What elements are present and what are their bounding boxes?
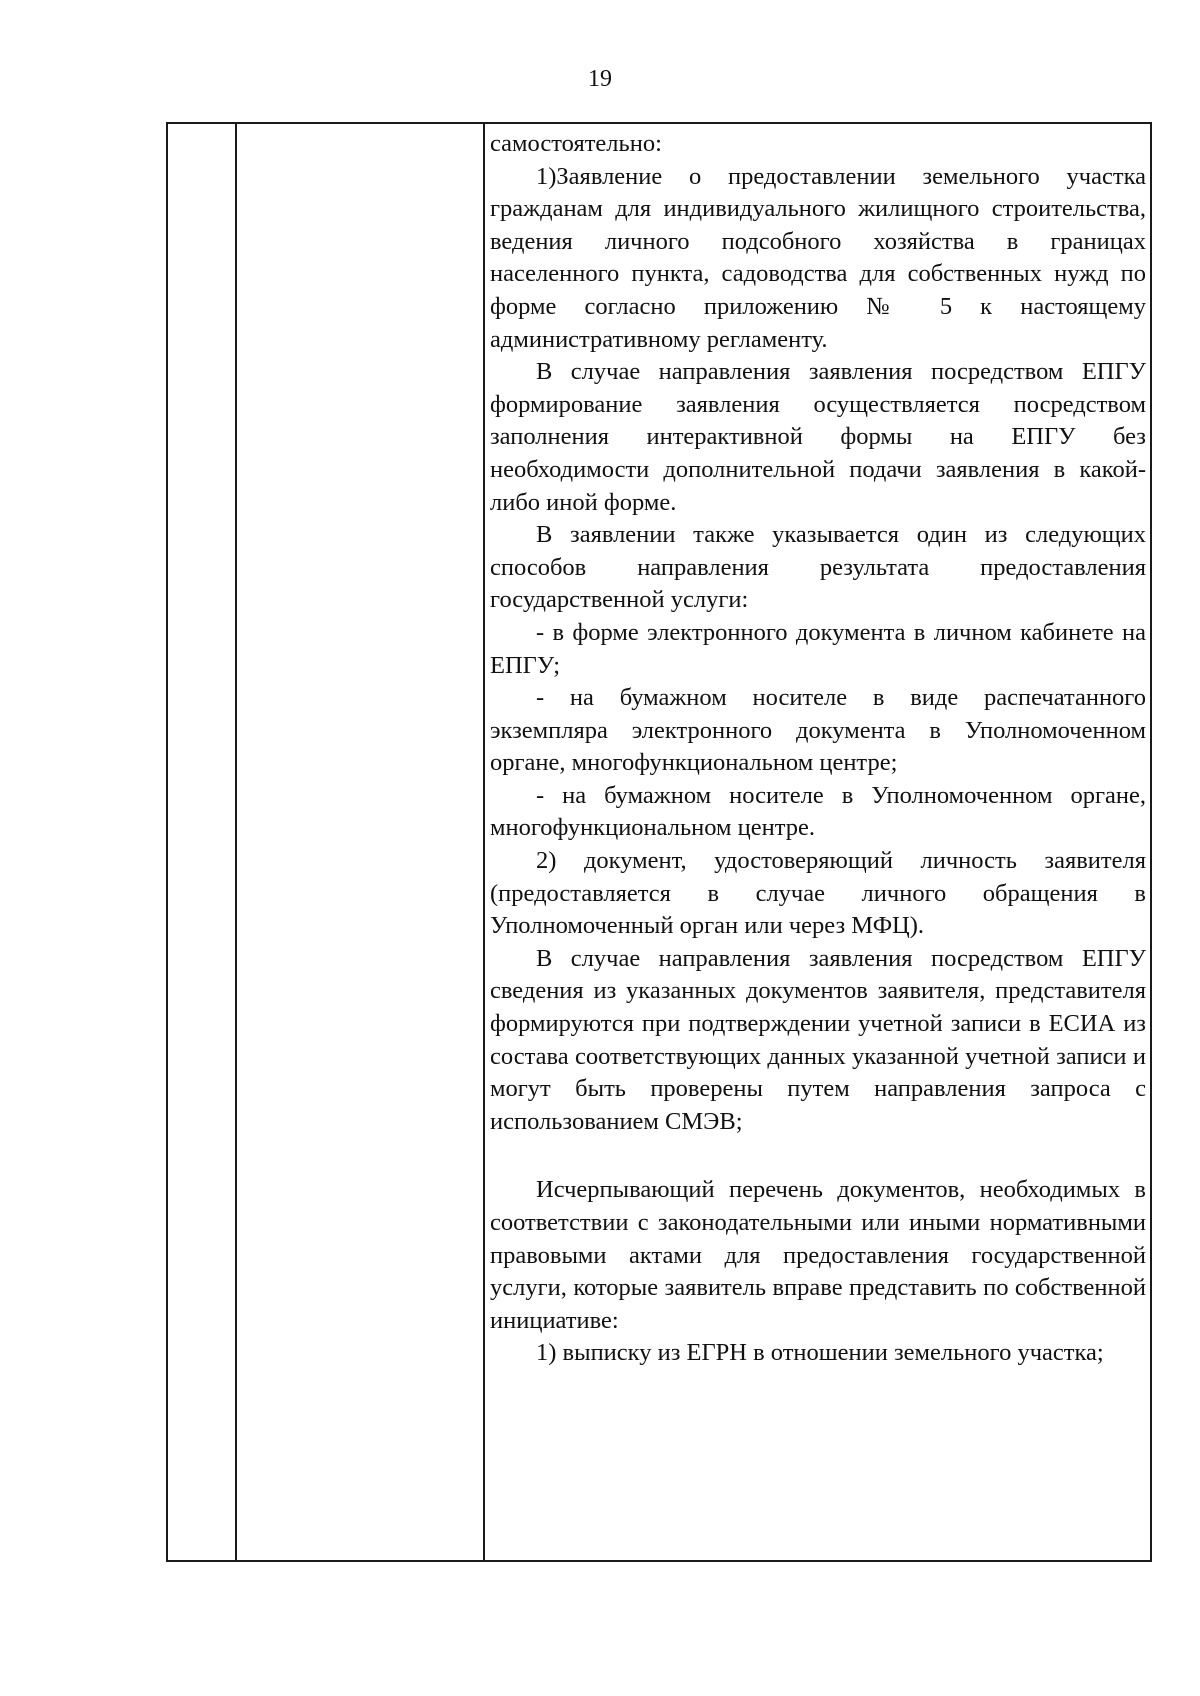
page-number: 19	[588, 66, 612, 92]
table-cell-content	[490, 128, 1146, 1370]
paragraph: - на бумажном носителе в виде распечатанного экземпляра электронного документа в Уполномоченном органе, многофункциональном центре;	[490, 684, 1146, 777]
paragraph: В заявлении также указывается один из следующих способов направления результата предоставления государственной услуги:	[490, 521, 1146, 614]
paragraph: В случае направления заявления посредством ЕПГУ формирование заявления осуществляется посредством заполнения интерактивной формы на ЕПГУ без необходимости дополнительной подачи заявления в какой-либо иной форме.	[490, 358, 1146, 516]
table-column-divider	[235, 124, 237, 1560]
paragraph: 1) выписку из ЕГРН в отношении земельного участка;	[536, 1339, 1104, 1367]
paragraph: - в форме электронного документа в личном кабинете на ЕПГУ;	[490, 618, 1146, 679]
paragraph: 2) документ, удостоверяющий личность заявителя (предоставляется в случае личного обращения в Уполномоченный орган или через МФЦ).	[490, 847, 1146, 940]
paragraph: 1)Заявление о предоставлении земельного участка гражданам для индивидуального жилищного строительства, ведения личного подсобного хозяйства в границах населенного пункта, садоводства для собственных нужд по форме согласно приложению № 5 к настоящему административному регламенту.	[490, 162, 1146, 353]
paragraph: Исчерпывающий перечень документов, необходимых в соответствии с законодательными или иными нормативными правовыми актами для предоставления государственной услуги, которые заявитель вправе представить по собственной инициативе:	[490, 1176, 1146, 1334]
paragraph: В случае направления заявления посредством ЕПГУ сведения из указанных документов заявителя, представителя формируются при подтверждении учетной записи в ЕСИА из состава соответствующих данных указанной учетной записи и могут быть проверены путем направления запроса с использованием СМЭВ;	[490, 944, 1146, 1135]
paragraph: - на бумажном носителе в Уполномоченном органе, многофункциональном центре.	[490, 781, 1146, 842]
paragraph-group	[490, 1174, 1146, 1370]
paragraph: самостоятельно:	[490, 130, 662, 157]
paragraph-gap	[490, 1138, 1146, 1174]
table-column-divider	[483, 124, 485, 1560]
paragraph-group	[490, 128, 1146, 1138]
document-table	[166, 122, 1152, 1562]
